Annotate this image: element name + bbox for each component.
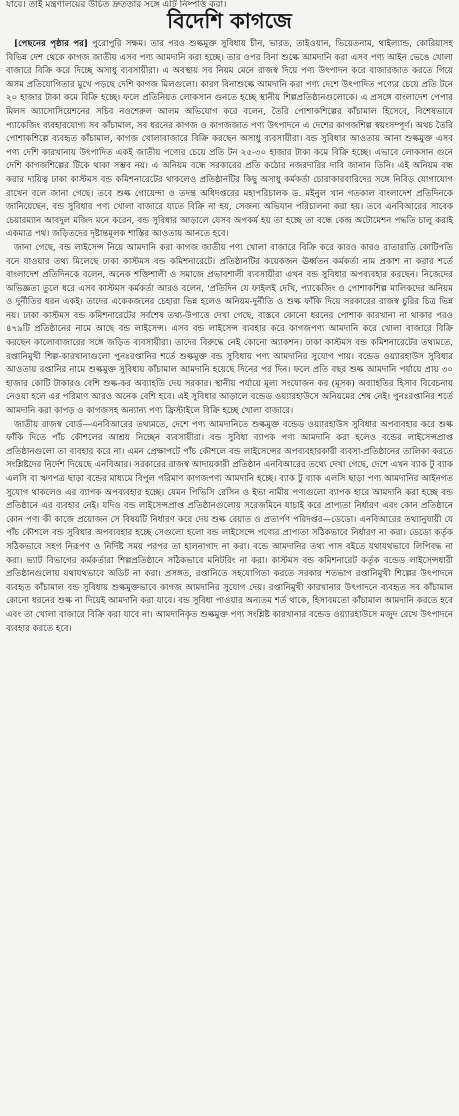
article-paragraph-2: জানা গেছে, বন্ড লাইসেন্স নিয়ে আমদানি করা কাগজ জাতীয় পণ্য খোলা বাজারে বিক্রি করে কারও কারও রাতারাতি কোটিপতি বনে যাওয়ার তথ্য মিলেছে ঢাকা কাস্টমস বন্ড কমিশনারেটে। প্রতিষ্ঠানটির কয়েকজন ঊর্ধ্বতন কর্মকর্তা নাম প্রকাশ না করার শর্তে বাংলাদেশ প্রতিদিনকে বলেন, অনেক শক্তিশালী ও সমাজে প্রভাবশালী ব্যবসায়ীরা এখন বন্ড সুবিধার অপব্যবহার করছেন। নিজেদের অভিজ্ঞতা তুলে ধরে এসব কাস্টমস কর্মকর্তা আরও বলেন, 'প্রতিদিন যে ফাইলই দেখি, প্যাকেজিং ও পোশাকশিল্প মালিকদের অনিয়ম ও দুর্নীতির ধরন একই। তাদের একেকজনের চেহারা ভিন্ন হলেও অনিয়ম-দুর্নীতি ও শুল্ক ফাঁকি দিয়ে সরকারের রাজস্ব চুরির চিত্র ভিন্ন নয়। ঢাকা কাস্টমস বন্ড কমিশনারেটের সর্বশেষ তথ্য-উপাত্তে দেখা গেছে, বাস্তবে কোনো ধরনের পোশাক কারখানা না থাকার পরও ৪৭৯টি প্রতিষ্ঠানের নামে আছে বন্ড লাইসেন্স। এসব বন্ড লাইসেন্স ব্যবহার করে কাগজপণ্য আমদানি করে খোলা বাজারে বিক্রি করছেন কালোবাজারের সঙ্গে জড়িত ব্যবসায়ীরা। তাদের বিরুদ্ধে নেই কোনো অ্যাকশন। ঢাকা কাস্টমস বন্ড কমিশনারেটের তথ্যমতে, রপ্তানিমুখী শিল্প-কারখানাগুলো পুনঃরপ্তানির শর্তে শুল্কমুক্ত বন্ড সুবিধায় পণ্য আমদানির সুযোগ পায়। বন্ডেড ওয়্যারহাউস সুবিধার আওতায় রপ্তানির নামে শুল্কমুক্ত সুবিধায় কাঁচামাল আমদানি হয়েছে দিনের পর দিন। ফলে প্রতি বছর শুল্ক আমদানি পর্যায়ে প্রায় ৩০ হাজার কোটি টাকারও বেশি শুল্ক-কর অব্যাহতি দেয় সরকার। স্থানীয় পর্যায়ে মূল্য সংযোজন কর (মূসক) অব্যাহতির হিসাব বিবেচনায় নেওয়া হলে এর পরিমাণ আরও অনেক বেশি হবে। এই সুবিধার আড়ালে বন্ডেড ওয়্যারহাউসে অনিয়মের শেষ নেই। পুনঃরপ্তানির শর্তে আমদানি করা কাপড় ও কাগজসহ অন্যান্য পণ্য ফ্রিস্টাইলে বিক্রি হচ্ছে খোলা বাজারে। [6,242,453,417]
continued-from-tag: [পেছনের পৃষ্ঠার পর] [14,39,88,49]
previous-article-tail: যাবে। তাই মন্ত্রণালয়ের উচিত দ্রুততার সঙ্গে এটি নিষ্পত্তি করা। [6,0,227,10]
article-body [6,38,453,1112]
paragraph-text-1: পুরোপুরি সক্ষম। তার পরও শুল্কমুক্ত সুবিধায় চীন, ভারত, তাইওয়ান, ভিয়েতনাম, থাইল্যান্ড, কোরিয়াসহ বিভিন্ন দেশ থেকে কাগজ জাতীয় এসব পণ্য আমদানি করা হচ্ছে। তার ওপর বিনা শুল্কে আমদানি করা এসব পণ্য আইন ভেঙে খোলা বাজারে বিক্রি করে দিচ্ছে অসাধু ব্যবসায়ীরা। এ অবস্থায় সব নিয়ম মেনে রাজস্ব দিয়ে পণ্য উৎপাদন করে বাজারজাত করতে গিয়ে অসম প্রতিযোগিতার মুখে পড়ছে দেশি কাগজ মিলগুলো। কারণ বিনাশুল্কে আমদানি করা পণ্য দেশে উৎপাদিত পণ্যের চেয়ে প্রতি টনে ২০ হাজার টাকা কমে বিক্রি হচ্ছে। ফলে প্রতিনিয়ত লোকসান গুনতে হচ্ছে স্থানীয় শিল্পপ্রতিষ্ঠানগুলোকে। এ প্রসঙ্গে বাংলাদেশ পেপার মিলস অ্যাসোসিয়েশনের সচিব নওশেরুল আলম অভিযোগ করে বলেন, তৈরি পোশাকশিল্পের কাঁচামাল হিসেবে, বিশেষভাবে প্যাকেজিং ব্যবহারযোগ্য সব কাঁচামাল, সব ধরনের কাগজ ও কাগজজাত পণ্য উৎপাদনে এ দেশের কাগজশিল্প স্বয়ংসম্পূর্ণ। অথচ তৈরি পোশাকশিল্পে ব্যবহৃত কাঁচামাল, কাগজ খোলাবাজারে বিক্রি করছেন অসাধু ব্যবসায়ীরা। বন্ড সুবিধার আওতায় আনা শুল্কমুক্ত এসব পণ্য দেশি কারখানায় উৎপাদিত একই জাতীয় পণ্যের চেয়ে প্রতি টন ২৫-৩০ হাজার টাকা কমে বিক্রি হচ্ছে। এভাবে লোকসান গুনে দেশি কাগজশিল্পের টিকে থাকা সম্ভব নয়। এ অনিয়ম বন্ধে সরকারের প্রতি কঠোর নজরদারির দাবি জানান তিনি। এই অনিয়ম বন্ধ করার দায়িত্ব ঢাকা কাস্টমস বন্ড কমিশনারেটের থাকলেও প্রতিষ্ঠানটির কিছু অসাধু কর্মকর্তা চোরাকারবারিদের সঙ্গে নিবিড় যোগাযোগ রাখেন বলে জানা গেছে। তবে শুল্ক গোয়েন্দা ও তদন্ত অধিদপ্তরের মহাপরিচালক ড. মইনুল খান গতকাল বাংলাদেশ প্রতিদিনকে জানিয়েছেন, বন্ড সুবিধার পণ্য খোলা বাজারে যাতে বিক্রি না হয়, সেজন্য অভিযান পরিচালনা করা হয়। তবে এনবিআরের সাবেক চেয়ারম্যান আবদুল মজিদ মনে করেন, বন্ড সুবিধার আড়ালে যেসব অপকর্ম হয় তা হচ্ছে তা বন্ধে কেন্দ্র অটোমেশন পদ্ধতি চালু করাই একমাত্র পথ। জড়িতদের দৃষ্টান্তমূলক শাস্তির আওতায় আনতে হবে। [6,39,453,240]
article-paragraph-1 [6,38,453,242]
article-paragraph-3: জাতীয় রাজস্ব বোর্ড—এনবিআরের তথ্যমতে, দেশে পণ্য আমদানিতে শুল্কমুক্ত বন্ডেড ওয়্যারহাউস সুবিধার অপব্যবহার করে শুল্ক ফাঁকি দিতে পাঁচ কৌশলের আশ্রয় নিচ্ছেন ব্যবসায়ীরা। বন্ড সুবিধা ব্যাপক পণ্য আমদানি করা হলেও বন্ডের লাইসেন্সপ্রাপ্ত প্রতিষ্ঠানগুলো তা ব্যবহার করে না। এমন প্রেক্ষাপটে পাঁচ কৌশলে বন্ড লাইসেন্সের অপব্যবহারকারী ব্যবসা-প্রতিষ্ঠানের তালিকা করতে সংশ্লিষ্টদের নির্দেশ দিয়েছে এনবিআর। সরকারের রাজস্ব আদায়কারী প্রতিষ্ঠান এনবিআরের তথ্যে দেখা গেছে, দেশে এখন ব্যাক টু ব্যাক এলসি বা ঋণপত্র ছাড়া বন্ডের মাধ্যমে বিপুল পরিমাণ কাগজপণ্য আমদানি হচ্ছে। ব্যাক টু ব্যাক এলসি ছাড়া পণ্য আমদানির আইনগত সুযোগ থাকলেও এর ব্যাপক অপব্যবহার হচ্ছে। যেমন পিভিসি রেসিন ও ইভা নামীয় পণ্যগুলো ব্যাপক হারে আমদানি করা হচ্ছে বন্ড প্রতিষ্ঠানে এর ব্যবহার নেই। যদিও বন্ড লাইসেন্সপ্রাপ্ত প্রতিষ্ঠানগুলোয় সরেজমিনে যাচাই করে প্রাপ্যতা নির্ধারণ এবং কোন প্রতিষ্ঠানে কোন পণ্য কী কাজে প্রয়োজন সে বিষয়টি নির্ধারণ করে দেয় শুল্ক রেয়াত ও প্রত্যর্পণ পরিদপ্তর—ডেডো। এনবিআরের তথ্যানুযায়ী যে পাঁচ কৌশলে বন্ড সুবিধার অপব্যবহার হচ্ছে সেগুলো হলো বন্ড লাইসেন্সে পণ্যের প্রাপ্যতা সঠিকভাবে নির্ধারণ না করা। ডেডো কর্তৃক সঠিকভাবে সহগ নিরূপণ ও নির্দিষ্ট সময় পরপর তা হালনাগাদ না করা। বন্ডে আমদানির তথ্য পাস বইতে যথাযথভাবে লিপিবদ্ধ না করা। ভ্যাট বিভাগের কর্মকর্তারা শিল্পপ্রতিষ্ঠানে সঠিকভাবে মনিটরিং না করা। কাস্টমস বন্ড কমিশনারেট কর্তৃক বন্ডেড লাইসেন্সধারী প্রতিষ্ঠানগুলোয় যথাযথভাবে অডিট না করা। প্রসঙ্গত, রপ্তানিতে সহযোগিতা করতে সরকার শতভাগ রপ্তানিমুখী শিল্পের উৎপাদনে ব্যবহৃত কাঁচামাল বন্ড সুবিধায় শুল্কমুক্তভাবে কাগজ আমদানির সুযোগ দেয়। রপ্তানিমুখী কারখানার উৎপাদনে ব্যবহৃত সব কাঁচামাল কোনো ধরনের শুল্ক না দিয়েই আমদানি করা যাবে। বন্ড সুবিধা পাওয়ার অন্যতম শর্ত থাকে, হিসাবমতো কাঁচামাল আমদানি করতে হবে এবং তা খোলা বাজারে বিক্রি করা যাবে না। আমদানিকৃত শুল্কমুক্ত পণ্য সংশ্লিষ্ট কারখানার বন্ডেড ওয়্যারহাউসে মজুদ রেখে উৎপাদনে ব্যবহার করতে হবে। [6,419,453,634]
article-headline: বিদেশি কাগজে [167,8,292,33]
